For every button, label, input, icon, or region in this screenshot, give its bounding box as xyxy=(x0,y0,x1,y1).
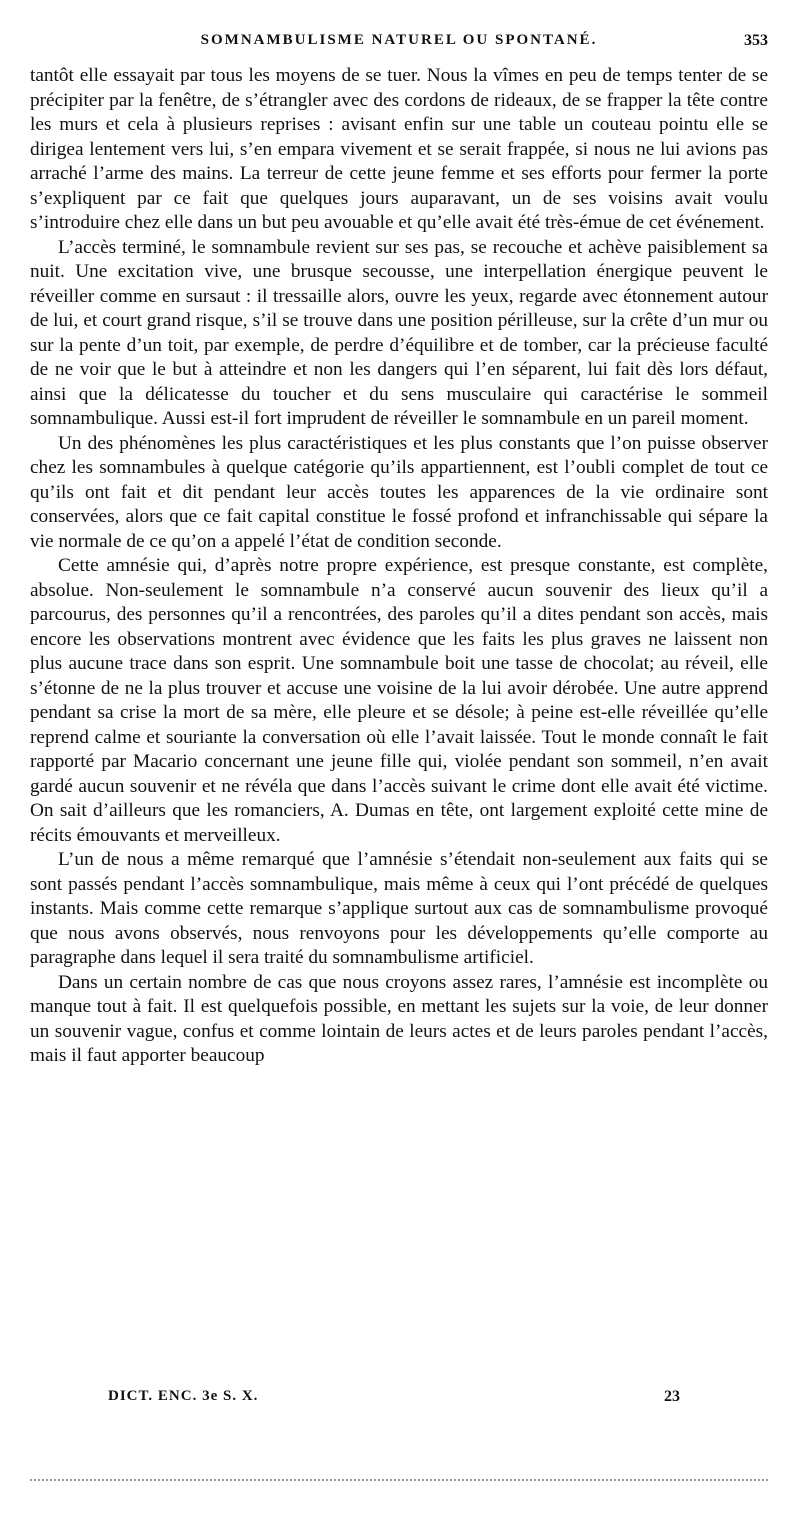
paragraph: Cette amnésie qui, d’après notre propre expérience, est presque constante, est complète, absolue. Non-seulement le somnambule n’a conservé aucun souvenir des lieux qu’il a parcourus, des personnes qu’il a rencontrées, des paroles qu’il a dites pendant son accès, mais encore les observations montrent avec évidence que les faits les plus graves ne laissent non plus aucune trace dans son esprit. Une somnambule boit une tasse de chocolat; au réveil, elle s’étonne de ne la plus trouver et accuse une voisine de la lui avoir dérobée. Une autre apprend pendant sa crise la mort de sa mère, elle pleure et se désole; à peine est-elle réveillée qu’elle reprend calme et souriante la conversation où elle l’avait laissée. Tout le monde connaît le fait rapporté par Macario concernant une jeune fille qui, violée pendant son sommeil, n’en avait gardé aucun souvenir et ne révéla que dans l’accès suivant le crime dont elle avait été victime. On sait d’ailleurs que les romanciers, A. Dumas en tête, ont largement exploité cette mine de récits émouvants et merveilleux. xyxy=(30,555,768,846)
body-text xyxy=(30,64,768,1069)
paragraph: Un des phénomènes les plus caractéristiques et les plus constants que l’on puisse observer chez les somnambules à quelque catégorie qu’ils appartiennent, est l’oubli complet de tout ce qu’ils ont fait et dit pendant leur accès toutes les apparences de la vie ordinaire sont conservées, alors que ce fait capital constitue le fossé profond et infranchissable qui sépare la vie normale de ce qu’on a appelé l’état de condition seconde. xyxy=(30,432,768,552)
paragraph: L’accès terminé, le somnambule revient sur ses pas, se recouche et achève paisiblement sa nuit. Une excitation vive, une brusque secousse, une interpellation énergique peuvent le réveiller comme en sursaut : il tressaille alors, ouvre les yeux, regarde avec étonnement autour de lui, et court grand risque, s’il se trouve dans une position périlleuse, sur la crête d’un mur ou sur la pente d’un toit, par exemple, de perdre d’équilibre et de tomber, car la précieuse faculté de ne voir que le but à atteindre et non les dangers qui l’en séparent, lui fait dès lors défaut, ainsi que la délicatesse du toucher et du sens musculaire qui caractérise le sommeil somnambulique. Aussi est-il fort imprudent de réveiller le somnambule en un pareil moment. xyxy=(30,236,768,429)
paragraph: Dans un certain nombre de cas que nous croyons assez rares, l’amnésie est incomplète ou manque tout à fait. Il est quelquefois possible, en mettant les sujets sur la voie, de leur donner un souvenir vague, confus et comme lointain de leurs actes et de leurs paroles pendant l’accès, mais il faut apporter beaucoup xyxy=(30,971,768,1066)
running-title: SOMNAMBULISME NATUREL OU SPONTANÉ. xyxy=(200,32,598,48)
paragraph: L’un de nous a même remarqué que l’amnésie s’étendait non-seulement aux faits qui se sont passés pendant l’accès somnambulique, mais même à ceux qui l’ont précédé de quelques instants. Mais comme cette remarque s’applique surtout aux cas de somnambulisme provoqué que nous avons observés, nous renvoyons pour les développements qu’elle comporte au paragraphe dans lequel il sera traité du somnambulisme artificiel. xyxy=(30,849,768,968)
dotted-rule xyxy=(30,1479,768,1481)
running-head xyxy=(30,32,768,56)
page-number: 353 xyxy=(744,32,768,49)
paragraph-continuation: tantôt elle essayait par tous les moyens de se tuer. Nous la vîmes en peu de temps tenter de se précipiter par la fenêtre, de s’étrangler avec des cordons de rideaux, de se frapper la tête contre les murs et cela à plusieurs reprises : avisant enfin sur une table un couteau pointu elle se dirigea lentement vers lui, s’en empara vivement et se serait frappée, si nous ne lui avions pas arraché l’arme des mains. La terreur de cette jeune femme et ses efforts pour fermer la porte s’expliquent par ce fait que quelques jours auparavant, un de ses voisins avait voulu s’introduire chez elle dans un but peu avouable et qu’elle avait été très-émue de cet événement. xyxy=(30,65,768,233)
page-footer xyxy=(30,1388,768,1412)
footer-signature: DICT. ENC. 3e S. X. xyxy=(108,1388,259,1404)
footer-sheet-number: 23 xyxy=(664,1388,680,1405)
